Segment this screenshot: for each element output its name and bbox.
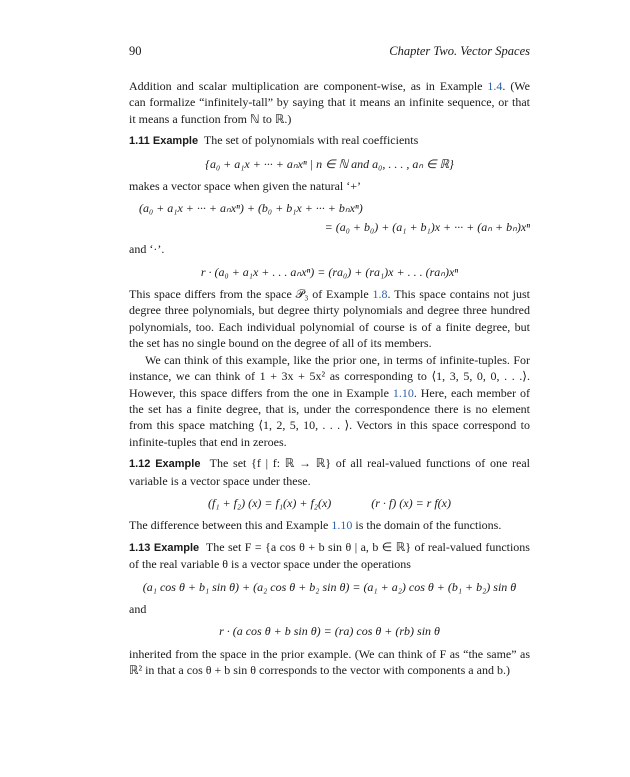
ref-example-1-8[interactable]: 1.8 <box>372 287 388 302</box>
paragraph: and <box>129 601 147 616</box>
paragraph <box>129 517 530 533</box>
chapter-title: Chapter Two. Vector Spaces <box>389 44 530 58</box>
display-equation: r · (a₀ + a₁x + . . . aₙxⁿ) = (ra₀) + (ra₁)x + . . . (raₙ)xⁿ <box>200 264 459 279</box>
paragraph: and ‘·’. <box>129 242 165 257</box>
paragraph <box>129 352 530 450</box>
intro-text-2: . (We can formalize “infinitely-tall” by saying that it means an infinite sequence, or that it means a function from ℕ to ℝ.) <box>129 79 530 126</box>
display-equation: = (a₀ + b₀) + (a₁ + b₁)x + ··· + (aₙ + bₙ)xⁿ <box>324 219 530 234</box>
display-equation <box>129 495 530 511</box>
text: is the domain of the functions. <box>352 518 502 533</box>
text: . This space contains not just degree three polynomials, but degree thirty polynomials and degree three hundred polynomials, too. Each individual polynomial of course is of a finite degree, but the set has no single bound on the degree of all of its members. <box>129 287 531 351</box>
intro-paragraph <box>129 78 530 127</box>
display-equation: (a₁ cos θ + b₁ sin θ) + (a₂ cos θ + b₂ sin θ) = (a₁ + a₂) cos θ + (b₁ + b₂) sin θ <box>142 579 517 594</box>
equation-part: (f₁ + f₂) (x) = f₁(x) + f₂(x) <box>208 495 332 510</box>
intro-text-1: Addition and scalar multiplication are component-wise, as in Example <box>129 79 488 93</box>
equation-part: (r · f) (x) = r f(x) <box>371 495 451 510</box>
ref-example-1-4[interactable]: 1.4 <box>487 79 503 93</box>
display-equation: (a₀ + a₁x + ··· + aₙxⁿ) + (b₀ + b₁x + ··· + bₙxⁿ) <box>139 201 363 216</box>
display-equation: {a₀ + a₁x + ··· + aₙxⁿ | n ∈ ℕ and a₀, . . . , aₙ ∈ ℝ} <box>205 156 454 171</box>
example-label: 1.11 Example <box>129 135 199 148</box>
paragraph: makes a vector space when given the natural ‘+’ <box>129 179 362 194</box>
example-label: 1.12 Example <box>129 458 201 471</box>
example-text: The set of polynomials with real coefficients <box>203 133 419 148</box>
text: . Here, each member of the set has a finite degree, that is, under the correspondence there is no element from this space matching ⟨1, 2, 5, 10, . . . ⟩. Vectors in this space correspond to infinite-tuples that end in zeroes. <box>129 385 531 449</box>
example-label: 1.13 Example <box>129 541 200 554</box>
ref-example-1-10[interactable]: 1.10 <box>331 518 353 533</box>
paragraph: inherited from the space in the prior example. (We can think of F as “the same” as ℝ² in that a cos θ + b sin θ corresponds to the vector with components a and b.) <box>129 646 530 678</box>
example-1-12-heading <box>129 455 530 489</box>
example-text: The set F = {a cos θ + b sin θ | a, b ∈ ℝ} of real-valued functions of the real variable θ is a vector space under the operations <box>129 539 530 572</box>
paragraph <box>129 286 530 352</box>
body-text <box>129 78 530 679</box>
display-equation: r · (a cos θ + b sin θ) = (ra) cos θ + (rb) sin θ <box>219 624 440 639</box>
text: The difference between this and Example <box>129 518 332 533</box>
text: We can think of this example, like the prior one, in terms of infinite-tuples. For instance, we can think of 1 + 3x + 5x² as corresponding to ⟨1, 3, 5, 0, 0, . . .⟩. However, this space differs from the one in Example <box>129 352 530 400</box>
running-header <box>129 44 530 62</box>
ref-example-1-10[interactable]: 1.10 <box>392 385 414 400</box>
page-number: 90 <box>129 44 142 58</box>
text: This space differs from the space 𝒫₃ of Example <box>129 287 373 302</box>
example-1-13-heading <box>129 539 530 573</box>
example-1-11-heading <box>129 132 530 149</box>
example-text: The set {f | f: ℝ → ℝ} of all real-valued functions of one real variable is a vector space under these. <box>129 456 530 488</box>
